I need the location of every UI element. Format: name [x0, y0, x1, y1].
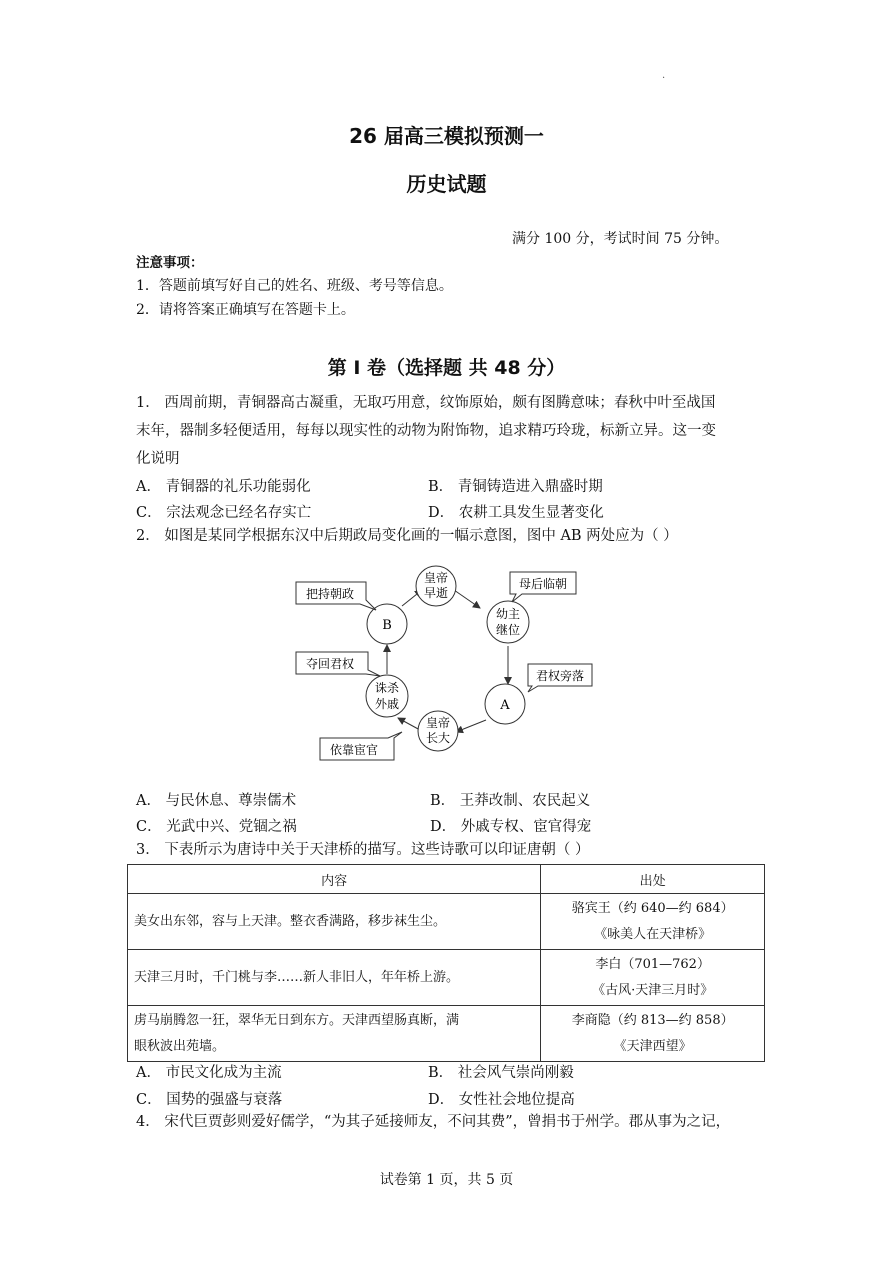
- poem-content: [128, 1006, 541, 1062]
- arrow: [456, 720, 486, 732]
- score-info: 满分 100 分，考试时间 75 分钟。: [512, 231, 729, 247]
- question-4-stem: 4． 宋代巨贾彭则爱好儒学，“为其子延接师友，不问其费”，曾捐书于州学。郡从事为之记，: [136, 1114, 731, 1130]
- arrow: [454, 590, 480, 608]
- notice-item: 2．请将答案正确填写在答题卡上。: [136, 302, 355, 318]
- callout-text: 把持朝政: [305, 587, 355, 601]
- node-text: 继位: [495, 623, 521, 637]
- question-2-option-a[interactable]: A． 与民休息、尊崇儒术: [136, 793, 297, 809]
- page-footer: 试卷第 1 页，共 5 页: [379, 1172, 514, 1188]
- question-2-option-b[interactable]: B． 王莽改制、农民起义: [430, 793, 591, 809]
- node-text: 皇帝: [425, 716, 451, 730]
- poem-work: 《天津西望》: [613, 1038, 692, 1054]
- poem-source: [541, 1006, 765, 1062]
- poem-source: [541, 950, 765, 1006]
- arrow: [398, 718, 420, 730]
- notice-item: 1．答题前填写好自己的姓名、班级、考号等信息。: [136, 278, 453, 294]
- poem-content-line: 眼秋波出苑墙。: [134, 1038, 226, 1054]
- table-header: 内容: [128, 865, 541, 894]
- node-text: 皇帝: [423, 571, 449, 585]
- callout-text: 依靠宦官: [329, 743, 379, 757]
- poem-author: 骆宾王（约 640—约 684）: [571, 900, 734, 916]
- notice-heading: 注意事项：: [136, 255, 204, 271]
- node-text: B: [382, 618, 392, 633]
- poem-content-line: 虏马崩腾忽一狂，翠华无日到东方。天津西望肠真断，满: [134, 1012, 460, 1028]
- node-text: 早逝: [423, 586, 449, 600]
- callout-text: 君权旁落: [535, 669, 585, 683]
- poem-source: [541, 894, 765, 950]
- table-header-row: [128, 865, 765, 894]
- question-3-option-d[interactable]: D． 女性社会地位提高: [428, 1092, 575, 1108]
- table-header: 出处: [541, 865, 765, 894]
- section-title: 第 I 卷（选择题 共 48 分）: [327, 357, 566, 379]
- question-1-option-a[interactable]: A． 青铜器的礼乐功能弱化: [136, 479, 311, 495]
- question-1-line: 化说明: [136, 451, 180, 467]
- poem-work: 《咏美人在天津桥》: [594, 926, 712, 942]
- question-3-option-c[interactable]: C． 国势的强盛与衰落: [136, 1092, 283, 1108]
- poem-content: 天津三月时，千门桃与李……新人非旧人，年年桥上游。: [128, 950, 541, 1006]
- question-1-option-c[interactable]: C． 宗法观念已经名存实亡: [136, 505, 312, 521]
- callout-text: 夺回君权: [305, 657, 355, 671]
- table-row: [128, 1006, 765, 1062]
- poem-content: 美女出东邻，容与上天津。整衣香满路，移步袜生尘。: [128, 894, 541, 950]
- node-text: 外戚: [374, 697, 400, 711]
- question-1-line: 末年，器制多轻便适用，每每以现实性的动物为附饰物，追求精巧玲珑，标新立异。这一变: [136, 423, 716, 439]
- question-1-line: 1． 西周前期，青铜器高古凝重，无取巧用意，纹饰原始，颇有图腾意味；春秋中叶至战国: [136, 395, 716, 411]
- node-text: 诛杀: [374, 681, 400, 695]
- poem-work: 《古风·天津三月时》: [592, 982, 714, 998]
- poem-author: 李白（701—762）: [595, 956, 710, 972]
- poem-author: 李商隐（约 813—约 858）: [571, 1012, 734, 1028]
- question-3-option-b[interactable]: B． 社会风气崇尚刚毅: [428, 1065, 574, 1081]
- question-1-option-b[interactable]: B． 青铜铸造进入鼎盛时期: [428, 479, 603, 495]
- corner-mark: .: [662, 70, 666, 81]
- exam-title: 26 届高三模拟预测一: [349, 124, 544, 148]
- question-1-option-d[interactable]: D． 农耕工具发生显著变化: [428, 505, 604, 521]
- question-2-stem: 2． 如图是某同学根据东汉中后期政局变化画的一幅示意图，图中 AB 两处应为（ ）: [136, 528, 678, 544]
- question-2-option-d[interactable]: D． 外戚专权、宦官得宠: [430, 819, 592, 835]
- callout-text: 母后临朝: [518, 577, 568, 591]
- politics-cycle-diagram: [290, 560, 610, 770]
- question-2-option-c[interactable]: C． 光武中兴、党锢之祸: [136, 819, 297, 835]
- node-text: 幼主: [495, 607, 521, 621]
- poem-table: [127, 864, 765, 1062]
- table-row: [128, 894, 765, 950]
- question-3-option-a[interactable]: A． 市民文化成为主流: [136, 1065, 282, 1081]
- node-text: A: [500, 698, 510, 713]
- node-text: 长大: [425, 731, 451, 745]
- table-row: [128, 950, 765, 1006]
- question-3-stem: 3． 下表所示为唐诗中关于天津桥的描写。这些诗歌可以印证唐朝（ ）: [136, 842, 590, 858]
- subject-title: 历史试题: [406, 172, 487, 196]
